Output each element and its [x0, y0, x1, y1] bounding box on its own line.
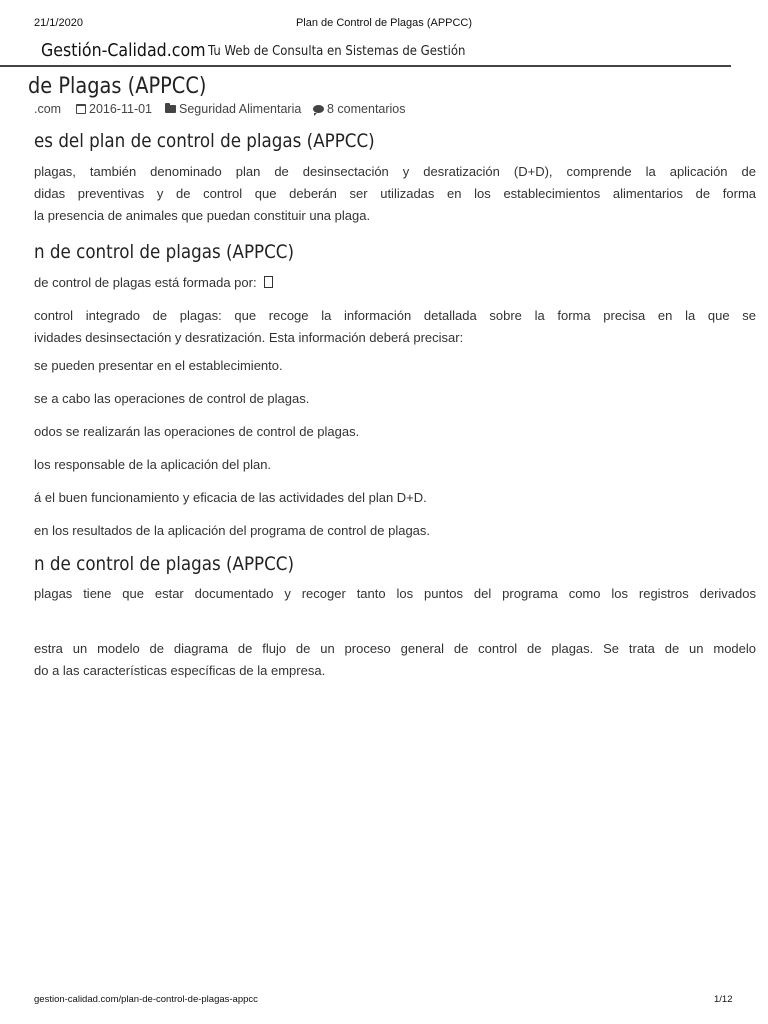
section-heading-1: es del plan de control de plagas (APPCC) — [34, 130, 375, 152]
print-footer-url: gestion-calidad.com/plan-de-control-de-plagas-appcc — [34, 994, 258, 1005]
site-name-link[interactable]: Gestión-Calidad.com — [41, 40, 206, 61]
post-comments[interactable] — [313, 102, 406, 116]
site-tagline: Tu Web de Consulta en Sistemas de Gestión — [208, 44, 466, 59]
post-category-link[interactable]: Seguridad Alimentaria — [179, 102, 302, 116]
list-item: en los resultados de la aplicación del programa de control de plagas. — [34, 523, 431, 538]
section-heading-2: n de control de plagas (APPCC) — [34, 241, 295, 263]
missing-glyph-box — [264, 276, 273, 288]
post-author[interactable]: .com — [34, 102, 62, 116]
print-date: 21/1/2020 — [34, 17, 83, 29]
s2-para-line-2: ividades desinsectación y desratización. Esta información deberá precisar: — [34, 330, 464, 345]
post-comments-link[interactable]: 8 comentarios — [327, 102, 406, 116]
list-item: los responsable de la aplicación del plan. — [34, 457, 272, 472]
s1-line-1: plagas, también denominado plan de desinsectación y desratización (D+D), comprende la aplicación de — [34, 164, 756, 179]
s3-para2-line-2: do a las características específicas de la empresa. — [34, 663, 326, 678]
post-author-link[interactable] — [34, 102, 61, 116]
header-divider — [0, 65, 731, 67]
list-item: se a cabo las operaciones de control de plagas. — [34, 391, 310, 406]
post-date — [76, 102, 152, 116]
post-title: de Plagas (APPCC) — [28, 74, 207, 99]
post-date-text: 2016-11-01 — [89, 102, 153, 116]
s3-line-1: plagas tiene que estar documentado y recoger tanto los puntos del programa como los registros derivados — [34, 586, 756, 601]
s2-intro-text: de control de plagas está formada por: — [34, 275, 261, 290]
post-category[interactable] — [165, 102, 301, 116]
list-item: se pueden presentar en el establecimiento. — [34, 358, 283, 373]
s1-line-3: la presencia de animales que puedan constituir una plaga. — [34, 208, 371, 223]
s2-intro — [34, 272, 273, 294]
print-title: Plan de Control de Plagas (APPCC) — [295, 17, 473, 29]
s3-para2-line-1: estra un modelo de diagrama de flujo de un proceso general de control de plagas. Se trata de un modelo — [34, 641, 756, 656]
s1-line-2: didas preventivas y de control que deberán ser utilizadas en los establecimientos alimentarios de forma — [34, 186, 756, 201]
comment-icon — [313, 105, 324, 113]
section-heading-3: n de control de plagas (APPCC) — [34, 553, 295, 575]
calendar-icon — [76, 104, 86, 114]
list-item: odos se realizarán las operaciones de control de plagas. — [34, 424, 360, 439]
s2-para-line-1: control integrado de plagas: que recoge la información detallada sobre la forma precisa en la que se — [34, 308, 756, 323]
list-item: á el buen funcionamiento y eficacia de las actividades del plan D+D. — [34, 490, 427, 505]
folder-icon — [165, 105, 176, 113]
print-footer-page: 1/12 — [714, 994, 733, 1005]
